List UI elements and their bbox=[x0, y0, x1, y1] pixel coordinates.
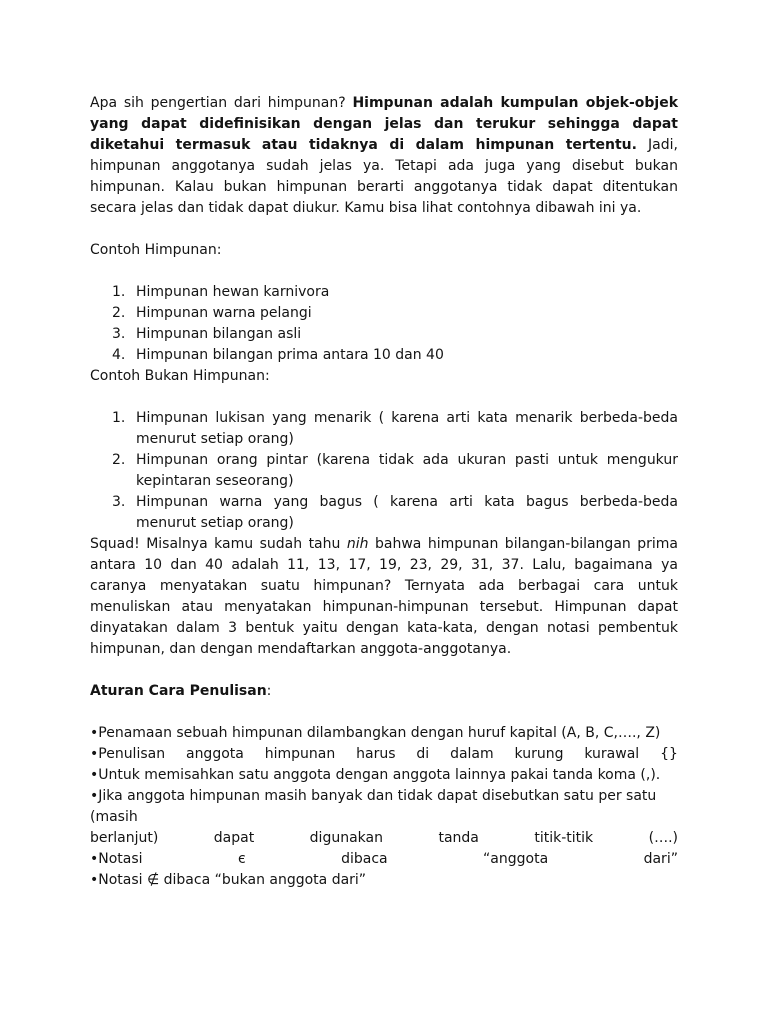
list-number: 3. bbox=[112, 326, 126, 342]
squad-paragraph bbox=[90, 534, 678, 660]
rule-line-6 bbox=[90, 849, 678, 870]
list-item bbox=[90, 324, 678, 345]
definition-bold: Himpunan adalah kumpulan objek-objek yang dapat didefinisikan dengan jelas dan terukur sehingga dapat diketahui termasuk atau tidaknya di dalam himpunan tertentu. bbox=[90, 95, 679, 153]
rule-line-5 bbox=[90, 828, 678, 849]
list-number: 4. bbox=[112, 347, 126, 363]
rule-word: himpunan bbox=[264, 746, 336, 762]
list-number: 1. bbox=[112, 284, 126, 300]
intro-lead: Apa sih pengertian dari himpunan? bbox=[90, 95, 353, 111]
list-item bbox=[90, 492, 678, 534]
intro-rest: Jadi, himpunan anggotanya sudah jelas ya. Tetapi ada juga yang disebut bukan himpunan. Kalau bukan himpunan berarti anggotanya tidak dapat ditentukan secara jelas dan tidak dapat diukur. Kamu bisa lihat contohnya dibawah ini ya. bbox=[90, 137, 678, 216]
rule-word: anggota bbox=[185, 746, 244, 762]
squad-italic: nih bbox=[346, 536, 369, 552]
rule-line-2 bbox=[90, 744, 678, 765]
rule-word: di bbox=[416, 746, 430, 762]
rule-word: “anggota bbox=[483, 851, 549, 867]
rule-word: dibaca bbox=[341, 851, 388, 867]
rule-word: titik-titik bbox=[534, 830, 594, 846]
rules-heading-line bbox=[90, 681, 678, 702]
rule-word: є bbox=[237, 851, 246, 867]
rule-word: tanda bbox=[438, 830, 479, 846]
rule-word: harus bbox=[356, 746, 396, 762]
squad-part1: Squad! Misalnya kamu sudah tahu bbox=[90, 536, 347, 552]
rule-word: digunakan bbox=[309, 830, 383, 846]
list-text: Himpunan warna pelangi bbox=[136, 305, 312, 321]
list-number: 3. bbox=[112, 494, 126, 510]
list-text: Himpunan lukisan yang menarik ( karena arti kata menarik berbeda-beda menurut setiap orang) bbox=[136, 410, 678, 447]
list-item bbox=[90, 450, 678, 492]
list-text: Himpunan bilangan prima antara 10 dan 40 bbox=[136, 347, 444, 363]
list-item bbox=[90, 345, 678, 366]
rule-line-3: •Untuk memisahkan satu anggota dengan anggota lainnya pakai tanda koma (,). bbox=[90, 767, 661, 783]
rules-heading: Aturan Cara Penulisan bbox=[90, 683, 267, 699]
rule-word: berlanjut) bbox=[90, 830, 159, 846]
non-examples-heading: Contoh Bukan Himpunan: bbox=[90, 368, 270, 384]
rule-line-7: •Notasi ∉ dibaca “bukan anggota dari” bbox=[90, 872, 367, 888]
document-page bbox=[90, 93, 678, 891]
list-item bbox=[90, 408, 678, 450]
rule-word: •Notasi bbox=[90, 851, 143, 867]
rule-line-4: •Jika anggota himpunan masih banyak dan tidak dapat disebutkan satu per satu (masih bbox=[90, 788, 657, 825]
list-item bbox=[90, 282, 678, 303]
rule-word: kurung bbox=[514, 746, 564, 762]
list-number: 2. bbox=[112, 305, 126, 321]
list-number: 2. bbox=[112, 452, 126, 468]
rule-word: {} bbox=[660, 746, 678, 762]
list-text: Himpunan warna yang bagus ( karena arti kata bagus berbeda-beda menurut setiap orang) bbox=[136, 494, 678, 531]
intro-paragraph bbox=[90, 93, 678, 219]
rule-word: kurawal bbox=[584, 746, 640, 762]
rule-word: dapat bbox=[213, 830, 255, 846]
non-examples-list bbox=[90, 408, 678, 534]
list-number: 1. bbox=[112, 410, 126, 426]
rule-word: dari” bbox=[643, 851, 678, 867]
list-item bbox=[90, 303, 678, 324]
examples-heading: Contoh Himpunan: bbox=[90, 242, 222, 258]
rule-word: dalam bbox=[450, 746, 494, 762]
list-text: Himpunan orang pintar (karena tidak ada ukuran pasti untuk mengukur kepintaran seseorang) bbox=[136, 452, 678, 489]
list-text: Himpunan bilangan asli bbox=[136, 326, 302, 342]
rule-line-1: •Penamaan sebuah himpunan dilambangkan dengan huruf kapital (A, B, C,…., Z) bbox=[90, 725, 661, 741]
examples-list bbox=[90, 282, 678, 366]
rules-heading-colon: : bbox=[266, 683, 272, 699]
rules-block bbox=[90, 723, 678, 891]
squad-part2: bahwa himpunan bilangan-bilangan prima antara 10 dan 40 adalah 11, 13, 17, 19, 23, 29, 31, 37. Lalu, bagaimana ya caranya menyatakan suatu himpunan? Ternyata ada berbagai cara untuk menuliskan atau menyatakan himpunan-himpunan tersebut. Himpunan dapat dinyatakan dalam 3 bentuk yaitu dengan kata-kata, dengan notasi pembentuk himpunan, dan dengan mendaftarkan anggota-anggotanya. bbox=[90, 536, 679, 657]
rule-word: (….) bbox=[648, 830, 678, 846]
rule-word: •Penulisan bbox=[90, 746, 166, 762]
list-text: Himpunan hewan karnivora bbox=[136, 284, 330, 300]
